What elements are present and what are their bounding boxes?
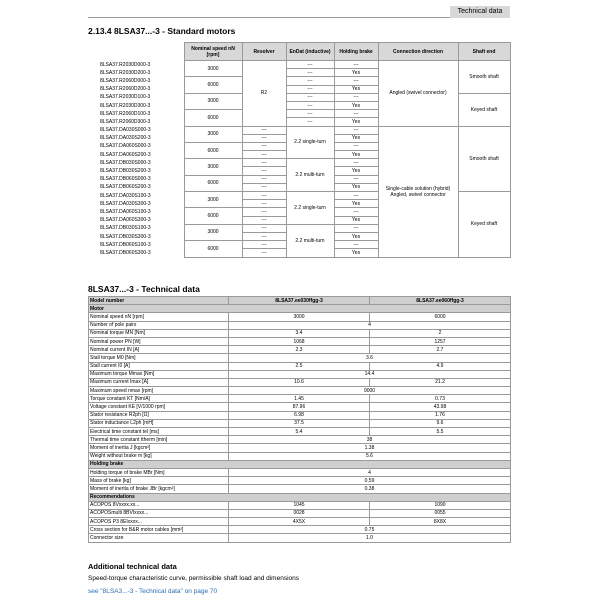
brake-cell: --- <box>334 93 378 101</box>
table-row <box>89 518 511 526</box>
value-6000: 5.5 <box>370 428 511 436</box>
table-row <box>89 534 511 542</box>
endat-cell: 2.2 single-turn <box>286 126 334 159</box>
brake-cell: Yes <box>334 134 378 142</box>
table-row <box>89 477 511 485</box>
model-cell: 8LSA37.DA030S100-3 <box>100 192 151 199</box>
page-reference-link[interactable]: see "8LSA3...-3 - Technical data" on page 70 <box>88 588 218 595</box>
brake-cell: --- <box>334 159 378 167</box>
model-cell: 8LSA37.DB060S300-3 <box>100 249 151 256</box>
value-6000: 21.2 <box>370 378 511 386</box>
value-3000: 3000 <box>229 313 370 321</box>
brake-cell: --- <box>334 192 378 200</box>
endat-cell: --- <box>286 118 334 126</box>
value-6000: 6000 <box>370 313 511 321</box>
value-6000: 9.6 <box>370 419 511 427</box>
shared-value: 1.38 <box>229 444 511 452</box>
resolver-cell: --- <box>242 134 286 142</box>
endat-cell: --- <box>286 110 334 118</box>
section-title-technical-data: 8LSA37...-3 - Technical data <box>88 284 200 294</box>
header-cell: 8LSA37.ee030ffgg-3 <box>229 297 370 305</box>
table-row <box>89 501 511 509</box>
value-3000: 3.4 <box>229 329 370 337</box>
resolver-cell: --- <box>242 167 286 175</box>
shared-value: 14.4 <box>229 370 511 378</box>
value-3000: 10.6 <box>229 378 370 386</box>
brake-cell: --- <box>334 175 378 183</box>
endat-cell: --- <box>286 85 334 93</box>
brake-cell: Yes <box>334 232 378 240</box>
param-label: Moment of inertia J [kgcm²] <box>89 444 229 452</box>
brake-cell: Yes <box>334 249 378 257</box>
resolver-cell: --- <box>242 126 286 134</box>
param-label: Connector size <box>89 534 229 542</box>
group-row <box>89 460 511 468</box>
brake-cell: --- <box>334 224 378 232</box>
param-label: Nominal speed nN [rpm] <box>89 313 229 321</box>
param-label: ACOPOS P3 8EIxxxx... <box>89 518 229 526</box>
resolver-cell: --- <box>242 192 286 200</box>
endat-cell: --- <box>286 93 334 101</box>
resolver-cell: --- <box>242 183 286 191</box>
shaft-cell: Smooth shaft <box>458 126 510 192</box>
param-label: Stator inductance L2ph [mH] <box>89 419 229 427</box>
speed-cell: 3000 <box>184 224 242 240</box>
param-label: Weight without brake m [kg] <box>89 452 229 460</box>
header-cell <box>88 43 184 61</box>
table-row <box>89 436 511 444</box>
header-cell: Holding brake <box>334 43 378 61</box>
model-cell: 8LSA37.R2030D200-3 <box>100 69 151 76</box>
brake-cell: --- <box>334 142 378 150</box>
connection-cell: Single-cable solution (hybrid) Angled, swivel connector <box>378 126 458 257</box>
additional-data-title: Additional technical data <box>88 562 177 571</box>
table-row <box>89 526 511 534</box>
param-label: Thermal time constant ttherm [min] <box>89 436 229 444</box>
shared-value: 1.0 <box>229 534 511 542</box>
value-3000: 2.5 <box>229 362 370 370</box>
table-header-row <box>88 43 510 61</box>
brake-cell: Yes <box>334 101 378 109</box>
table-row <box>89 329 511 337</box>
header-bar <box>88 6 510 18</box>
param-label: Cross section for B&R motor cables [mm²] <box>89 526 229 534</box>
table-row <box>89 313 511 321</box>
value-6000: 2 <box>370 329 511 337</box>
value-6000: 43.98 <box>370 403 511 411</box>
group-label: Holding brake <box>89 460 511 468</box>
param-label: Electrical time constant tel [ms] <box>89 428 229 436</box>
param-label: Nominal current IN [A] <box>89 346 229 354</box>
table-row <box>89 403 511 411</box>
brake-cell: Yes <box>334 118 378 126</box>
table-row <box>89 509 511 517</box>
model-cell: 8LSA37.DB060S000-3 <box>100 176 151 183</box>
model-cell: 8LSA37.DB060S100-3 <box>100 241 151 248</box>
resolver-cell: --- <box>242 216 286 224</box>
brake-cell: Yes <box>334 151 378 159</box>
value-3000: 6.98 <box>229 411 370 419</box>
param-label: ACOPOSmulti 8BVIxxxx... <box>89 509 229 517</box>
value-6000: 1090 <box>370 501 511 509</box>
model-cell: 8LSA37.DB060S200-3 <box>100 184 151 191</box>
table-header-row <box>89 297 511 305</box>
endat-cell: 2.2 multi-turn <box>286 159 334 192</box>
section-title-standard-motors: 2.13.4 8LSA37...-3 - Standard motors <box>88 26 236 36</box>
model-cell: 8LSA37.R2030D100-3 <box>100 94 151 101</box>
header-cell: EnDat (inductive) <box>286 43 334 61</box>
model-cell: 8LSA37.R2060D200-3 <box>100 86 151 93</box>
brake-cell: Yes <box>334 183 378 191</box>
brake-cell: --- <box>334 126 378 134</box>
table-row <box>89 354 511 362</box>
value-3000: 37.5 <box>229 419 370 427</box>
shared-value: 5.6 <box>229 452 511 460</box>
standard-motors-table <box>88 42 511 258</box>
value-3000: 1.45 <box>229 395 370 403</box>
table-row <box>89 346 511 354</box>
brake-cell: Yes <box>334 167 378 175</box>
table-row <box>89 468 511 476</box>
table-row <box>88 126 510 134</box>
value-6000: 0.73 <box>370 395 511 403</box>
speed-cell: 3000 <box>184 61 242 77</box>
brake-cell: Yes <box>334 69 378 77</box>
shared-value: 38 <box>229 436 511 444</box>
endat-cell: --- <box>286 61 334 69</box>
shaft-cell: Keyed shaft <box>458 192 510 258</box>
brake-cell: Yes <box>334 85 378 93</box>
model-cell: 8LSA37.DA030S300-3 <box>100 200 151 207</box>
param-label: Mass of brake [kg] <box>89 477 229 485</box>
resolver-cell: --- <box>242 200 286 208</box>
value-6000: 1.76 <box>370 411 511 419</box>
resolver-cell: R2 <box>242 61 286 127</box>
param-label: Maximum current Imax [A] <box>89 378 229 386</box>
speed-cell: 6000 <box>184 241 242 257</box>
shared-value: 0.75 <box>229 526 511 534</box>
group-row <box>89 305 511 313</box>
model-cell: 8LSA37.DB030S000-3 <box>100 159 151 166</box>
table-row <box>89 370 511 378</box>
param-label: Maximum speed nmax [rpm] <box>89 387 229 395</box>
value-3000: 1068 <box>229 337 370 345</box>
endat-cell: --- <box>286 77 334 85</box>
technical-data-table <box>88 296 511 543</box>
table-row <box>89 362 511 370</box>
resolver-cell: --- <box>242 224 286 232</box>
value-3000: 0028 <box>229 509 370 517</box>
shared-value: 0.59 <box>229 477 511 485</box>
shaft-cell: Keyed shaft <box>458 93 510 126</box>
resolver-cell: --- <box>242 208 286 216</box>
brake-cell: --- <box>334 241 378 249</box>
table-row <box>88 61 510 69</box>
table-row <box>89 378 511 386</box>
param-label: Moment of inertia of brake JBr [kgcm²] <box>89 485 229 493</box>
value-6000: 4.9 <box>370 362 511 370</box>
model-cell: 8LSA37.R2060D100-3 <box>100 110 151 117</box>
value-3000: 2.3 <box>229 346 370 354</box>
header-cell: Shaft end <box>458 43 510 61</box>
connection-cell: Angled (swivel connector) <box>378 61 458 127</box>
table-row <box>89 387 511 395</box>
table-row <box>89 419 511 427</box>
model-cell: 8LSA37.DA060S000-3 <box>100 143 151 150</box>
param-label: Voltage constant KE [V/1000 rpm] <box>89 403 229 411</box>
speed-cell: 3000 <box>184 126 242 142</box>
param-label: Maximum torque Mmax [Nm] <box>89 370 229 378</box>
shared-value: 9000 <box>229 387 511 395</box>
header-cell: Nominal speed nN [rpm] <box>184 43 242 61</box>
header-cell: Connection direction <box>378 43 458 61</box>
param-label: Nominal power PN [W] <box>89 337 229 345</box>
model-cell: 8LSA37.DA060S100-3 <box>100 208 151 215</box>
table-row <box>89 411 511 419</box>
brake-cell: --- <box>334 110 378 118</box>
table-row <box>89 428 511 436</box>
model-cell: 8LSA37.DB030S100-3 <box>100 225 151 232</box>
group-row <box>89 493 511 501</box>
speed-cell: 6000 <box>184 142 242 158</box>
brake-cell: Yes <box>334 216 378 224</box>
resolver-cell: --- <box>242 175 286 183</box>
value-6000: 0055 <box>370 509 511 517</box>
speed-cell: 6000 <box>184 110 242 126</box>
value-3000: 4X5X <box>229 518 370 526</box>
model-cell: 8LSA37.DA060S200-3 <box>100 151 151 158</box>
endat-cell: --- <box>286 69 334 77</box>
model-cell: 8LSA37.R2060D000-3 <box>100 77 151 84</box>
header-cell: Resolver <box>242 43 286 61</box>
param-label: Number of pole pairs <box>89 321 229 329</box>
resolver-cell: --- <box>242 159 286 167</box>
param-label: Nominal torque MN [Nm] <box>89 329 229 337</box>
speed-cell: 3000 <box>184 192 242 208</box>
shaft-cell: Smooth shaft <box>458 61 510 94</box>
resolver-cell: --- <box>242 232 286 240</box>
speed-cell: 6000 <box>184 175 242 191</box>
model-cell: 8LSA37.DB030S300-3 <box>100 233 151 240</box>
speed-cell: 6000 <box>184 208 242 224</box>
value-3000: 1045 <box>229 501 370 509</box>
header-cell: 8LSA37.ee060ffgg-3 <box>370 297 511 305</box>
table-row <box>89 337 511 345</box>
shared-value: 4 <box>229 468 511 476</box>
value-3000: 5.4 <box>229 428 370 436</box>
resolver-cell: --- <box>242 151 286 159</box>
model-cell: 8LSA37.R2030D000-3 <box>100 61 151 68</box>
table-row <box>89 395 511 403</box>
endat-cell: 2.2 multi-turn <box>286 224 334 257</box>
additional-data-text: Speed-torque characteristic curve, permissible shaft load and dimensions <box>88 575 299 582</box>
model-cell: 8LSA37.DA030S200-3 <box>100 135 151 142</box>
speed-cell: 3000 <box>184 159 242 175</box>
value-3000: 87.96 <box>229 403 370 411</box>
model-cell: 8LSA37.DA030S000-3 <box>100 127 151 134</box>
brake-cell: --- <box>334 208 378 216</box>
model-cell: 8LSA37.DA060S300-3 <box>100 217 151 224</box>
brake-cell: --- <box>334 77 378 85</box>
value-6000: 8X8X <box>370 518 511 526</box>
shared-value: 3.6 <box>229 354 511 362</box>
param-label: Holding torque of brake MBr [Nm] <box>89 468 229 476</box>
shared-value: 0.38 <box>229 485 511 493</box>
param-label: Stator resistance R2ph [Ω] <box>89 411 229 419</box>
table-row <box>89 452 511 460</box>
group-label: Recommendations <box>89 493 511 501</box>
endat-cell: --- <box>286 101 334 109</box>
header-tab: Technical data <box>450 6 510 18</box>
header-cell: Model number <box>89 297 229 305</box>
model-cell: 8LSA37.R2060D300-3 <box>100 118 151 125</box>
param-label: Stall torque M0 [Nm] <box>89 354 229 362</box>
endat-cell: 2.2 single-turn <box>286 192 334 225</box>
param-label: Torque constant KT [Nm/A] <box>89 395 229 403</box>
table-row <box>89 485 511 493</box>
param-label: ACOPOS 8Vxxxx.xx... <box>89 501 229 509</box>
model-cell: 8LSA37.R2030D300-3 <box>100 102 151 109</box>
resolver-cell: --- <box>242 249 286 257</box>
table-row <box>89 321 511 329</box>
brake-cell: Yes <box>334 200 378 208</box>
table-row <box>89 444 511 452</box>
resolver-cell: --- <box>242 241 286 249</box>
speed-cell: 3000 <box>184 93 242 109</box>
resolver-cell: --- <box>242 142 286 150</box>
param-label: Stall current I0 [A] <box>89 362 229 370</box>
shared-value: 4 <box>229 321 511 329</box>
brake-cell: --- <box>334 61 378 69</box>
group-label: Motor <box>89 305 511 313</box>
value-6000: 1257 <box>370 337 511 345</box>
speed-cell: 6000 <box>184 77 242 93</box>
model-cell: 8LSA37.DB030S200-3 <box>100 168 151 175</box>
value-6000: 2.7 <box>370 346 511 354</box>
